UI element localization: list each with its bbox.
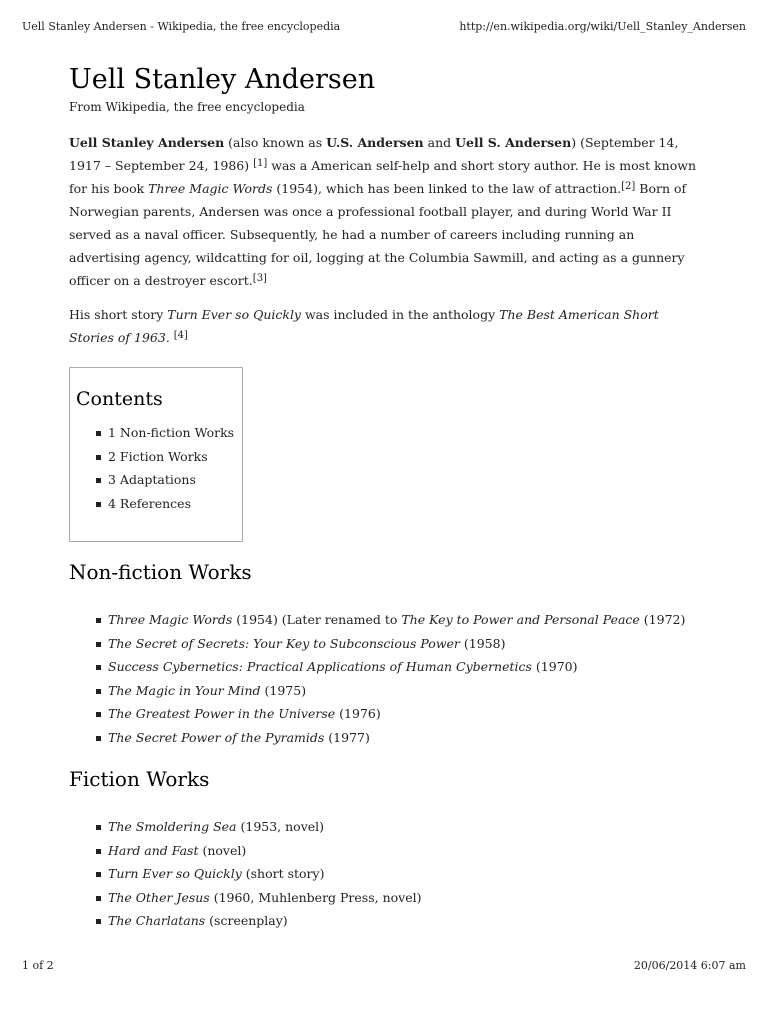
bold-text: Uell Stanley Andersen — [69, 135, 225, 150]
list-item: The Smoldering Sea (1953, novel) — [108, 815, 699, 839]
nonfiction-list — [69, 608, 699, 749]
list-item: The Greatest Power in the Universe (1976) — [108, 702, 699, 726]
nonfiction-heading: Non-fiction Works — [69, 560, 252, 584]
citation-ref[interactable]: [3] — [252, 273, 267, 284]
italic-title: Turn Ever so Quickly — [167, 307, 301, 322]
list-item: Turn Ever so Quickly (short story) — [108, 862, 699, 886]
list-item: Success Cybernetics: Practical Applications of Human Cybernetics (1970) — [108, 655, 699, 679]
list-item: The Other Jesus (1960, Muhlenberg Press, novel) — [108, 886, 699, 910]
list-item: The Magic in Your Mind (1975) — [108, 679, 699, 703]
italic-title: Three Magic Words — [148, 181, 273, 196]
toc-item-adaptations[interactable]: 3 Adaptations — [108, 468, 236, 492]
article-content — [69, 62, 699, 948]
citation-ref[interactable]: [1] — [253, 158, 268, 169]
italic-title: The Secret of Secrets: Your Key to Subconscious Power — [108, 635, 460, 651]
list-item: Hard and Fast (novel) — [108, 839, 699, 863]
italic-title: The Charlatans — [108, 913, 206, 928]
toc-title: Contents — [76, 388, 163, 410]
tagline: From Wikipedia, the free encyclopedia — [69, 100, 305, 114]
italic-title: The Other Jesus — [108, 889, 210, 905]
page-count: 1 of 2 — [22, 959, 54, 972]
bold-text: U.S. Andersen — [326, 135, 424, 150]
toc-item-nonfiction[interactable]: 1 Non-fiction Works — [108, 421, 236, 445]
list-item: Three Magic Words (1954) (Later renamed to The Key to Power and Personal Peace (1972) — [108, 608, 699, 632]
italic-title: Three Magic Words — [108, 612, 233, 627]
list-item: The Secret Power of the Pyramids (1977) — [108, 726, 699, 750]
toc-list — [76, 421, 236, 515]
italic-title: The Greatest Power in the Universe — [108, 706, 336, 721]
print-footer — [22, 959, 746, 972]
citation-ref[interactable]: [4] — [173, 330, 188, 341]
anthology-paragraph: His short story Turn Ever so Quickly was included in the anthology The Best American Short Stories of 1963. [4] — [69, 307, 659, 345]
page-title: Uell Stanley Andersen — [69, 64, 376, 95]
italic-title: Turn Ever so Quickly — [108, 866, 242, 881]
fiction-list — [69, 815, 699, 933]
intro-paragraph: Uell Stanley Andersen (also known as U.S. Andersen and Uell S. Andersen) (September 14, 1917 – September 24, 1986) [1] was a American self-help and short story author. He is most known for his book Three Magic Words (1954), which has been linked to the law of attraction.[2] Born of Norwegian parents, Andersen was once a professional football player, and during World War II served as a naval officer. Subsequently, he had a number of careers including running an advertising agency, wildcatting for oil, logging at the Columbia Sawmill, and acting as a gunnery officer on a destroyer escort.[3] — [69, 135, 696, 288]
table-of-contents — [69, 367, 243, 542]
list-item: The Charlatans (screenplay) — [108, 909, 699, 933]
print-url: http://en.wikipedia.org/wiki/Uell_Stanley_Andersen — [459, 20, 746, 33]
bold-text: Uell S. Andersen — [455, 135, 572, 150]
citation-ref[interactable]: [2] — [621, 181, 636, 192]
italic-title: The Best American Short Stories of 1963 — [69, 307, 659, 345]
toc-item-fiction[interactable]: 2 Fiction Works — [108, 445, 236, 469]
italic-title: The Magic in Your Mind — [108, 682, 261, 698]
toc-item-references[interactable]: 4 References — [108, 492, 236, 516]
print-page-title: Uell Stanley Andersen - Wikipedia, the free encyclopedia — [22, 20, 341, 33]
fiction-heading: Fiction Works — [69, 767, 210, 791]
italic-title: The Key to Power and Personal Peace — [401, 612, 640, 627]
italic-title: The Smoldering Sea — [108, 819, 237, 834]
italic-title: Hard and Fast — [108, 842, 199, 858]
italic-title: The Secret Power of the Pyramids — [108, 729, 325, 745]
print-datetime: 20/06/2014 6:07 am — [633, 959, 746, 972]
print-header — [22, 20, 746, 33]
italic-title: Success Cybernetics: Practical Applications of Human Cybernetics — [108, 659, 532, 674]
list-item: The Secret of Secrets: Your Key to Subconscious Power (1958) — [108, 632, 699, 656]
